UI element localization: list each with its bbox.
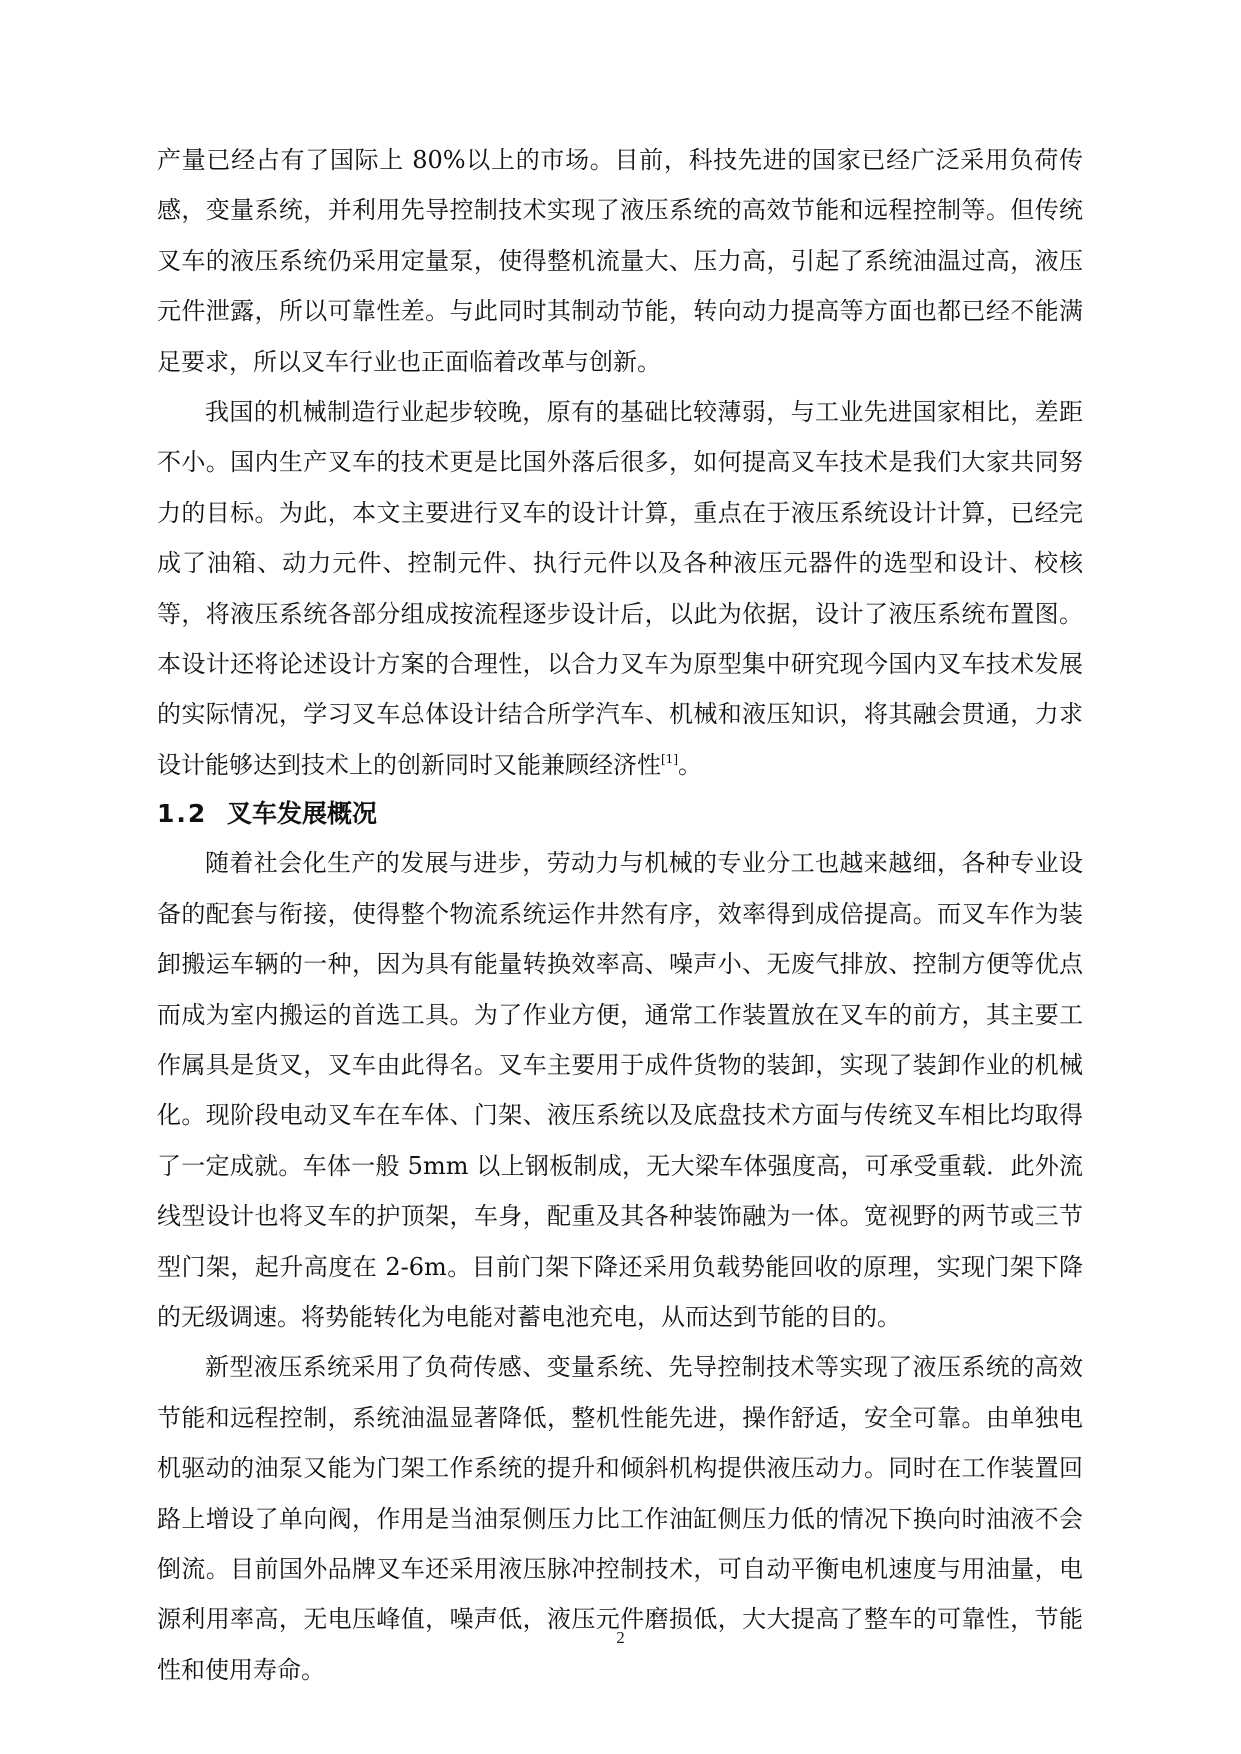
citation-ref[interactable]: [1] bbox=[661, 751, 678, 766]
paragraph-end-punct: 。 bbox=[678, 750, 702, 779]
paragraph-market-share: 产量已经占有了国际上 80%以上的市场。目前，科技先进的国家已经广泛采用负荷传感，变量系统，并利用先导控制技术实现了液压系统的高效节能和远程控制等。但传统叉车的液压系统仍采用定量泵，使得整机流量大、压力高，引起了系统油温过高，液压元件泄露，所以可靠性差。与此同时其制动节能，转向动力提高等方面也都已经不能满足要求，所以叉车行业也正面临着改革与创新。 bbox=[157, 146, 1083, 376]
page-number: 2 bbox=[616, 1628, 625, 1647]
paragraph-domestic-status-text: 我国的机械制造行业起步较晚，原有的基础比较薄弱，与工业先进国家相比，差距不小。国内生产叉车的技术更是比国外落后很多，如何提高叉车技术是我们大家共同努力的目标。为此，本文主要进行叉车的设计计算，重点在于液压系统设计计算，已经完成了油箱、动力元件、控制元件、执行元件以及各种液压元器件的选型和设计、校核等，将液压系统各部分组成按流程逐步设计后，以此为依据，设计了液压系统布置图。本设计还将论述设计方案的合理性，以合力叉车为原型集中研究现今国内叉车技术发展的实际情况，学习叉车总体设计结合所学汽车、机械和液压知识，将其融会贯通，力求设计能够达到技术上的创新同时又能兼顾经济性 bbox=[157, 398, 1083, 779]
paragraph-forklift-overview: 随着社会化生产的发展与进步，劳动力与机械的专业分工也越来越细，各种专业设备的配套与衔接，使得整个物流系统运作井然有序，效率得到成倍提高。而叉车作为装卸搬运车辆的一种，因为具有能量转换效率高、噪声小、无废气排放、控制方便等优点而成为室内搬运的首选工具。为了作业方便，通常工作装置放在叉车的前方，其主要工作属具是货叉，叉车由此得名。叉车主要用于成件货物的装卸，实现了装卸作业的机械化。现阶段电动叉车在车体、门架、液压系统以及底盘技术方面与传统叉车相比均取得了一定成就。车体一般 5mm 以上钢板制成，无大梁车体强度高，可承受重载．此外流线型设计也将叉车的护顶架，车身，配重及其各种装饰融为一体。宽视野的两节或三节型门架，起升高度在 2-6m。目前门架下降还采用负载势能回收的原理，实现门架下降的无级调速。将势能转化为电能对蓄电池充电，从而达到节能的目的。 bbox=[157, 849, 1083, 1331]
section-number: 1.2 bbox=[157, 799, 208, 829]
paragraph-domestic-status bbox=[157, 387, 1083, 790]
section-title: 叉车发展概况 bbox=[227, 799, 378, 829]
paragraph-hydraulic-system: 新型液压系统采用了负荷传感、变量系统、先导控制技术等实现了液压系统的高效节能和远程控制，系统油温显著降低，整机性能先进，操作舒适，安全可靠。由单独电机驱动的油泵又能为门架工作系统的提升和倾斜机构提供液压动力。同时在工作装置回路上增设了单向阀，作用是当油泵侧压力比工作油缸侧压力低的情况下换向时油液不会倒流。目前国外品牌叉车还采用液压脉冲控制技术，可自动平衡电机速度与用油量，电源利用率高，无电压峰值，噪声低，液压元件磨损低，大大提高了整车的可靠性，节能性和使用寿命。 bbox=[157, 1353, 1083, 1684]
section-heading bbox=[157, 790, 1083, 838]
body-text bbox=[157, 135, 1083, 1695]
